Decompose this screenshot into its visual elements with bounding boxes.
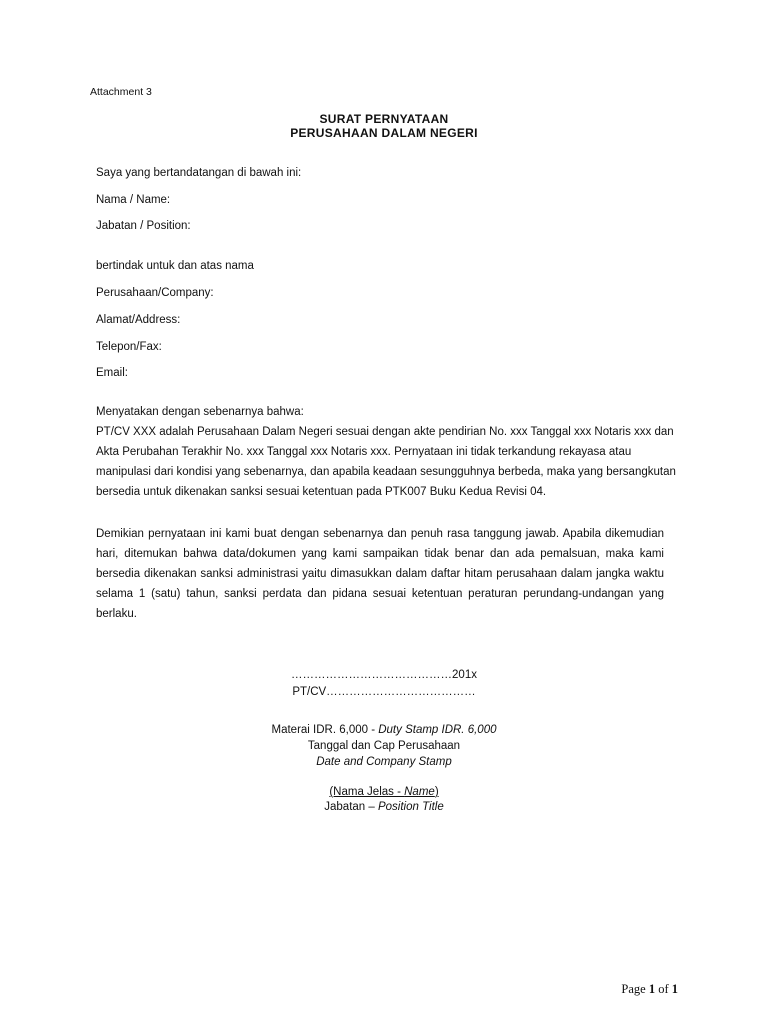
page-label: Page [621, 982, 649, 996]
closing-last-line: berlaku. [96, 608, 137, 620]
page-total: 1 [671, 982, 678, 996]
stamp-duty-id: Materai IDR. 6,000 - [271, 724, 379, 736]
signatory-title-line [0, 801, 768, 813]
page-number [621, 982, 678, 997]
signatory-title-en: Position Title [377, 801, 444, 813]
field-position-label: Jabatan / Position: [96, 220, 191, 232]
signatory-name-open: (Nama Jelas - [329, 786, 405, 798]
date-stamp-id: Tanggal dan Cap Perusahaan [307, 740, 461, 752]
closing-line: hari, ditemukan bahwa data/dokumen yang kami sampaikan tidak benar dan ada pemalsuan, maka kami [96, 548, 664, 560]
on-behalf-text: bertindak untuk dan atas nama [96, 260, 254, 272]
intro-text: Saya yang bertandatangan di bawah ini: [96, 167, 302, 179]
stamp-duty-en: Duty Stamp IDR. 6,000 [378, 724, 497, 736]
field-phone-fax-label: Telepon/Fax: [96, 341, 162, 353]
date-stamp-en: Date and Company Stamp [316, 756, 452, 768]
stamp-duty-line [0, 724, 768, 736]
page-current: 1 [648, 982, 656, 996]
closing-paragraph [96, 524, 664, 604]
signatory-title-id: Jabatan – [324, 801, 378, 813]
signature-company-line: PT/CV………………………………… [292, 686, 476, 698]
signatory-name-en: Name [404, 786, 435, 798]
statement-paragraph [96, 422, 676, 502]
page-of-label: of [655, 982, 672, 996]
field-email-label: Email: [96, 367, 128, 379]
attachment-label: Attachment 3 [90, 86, 152, 98]
closing-line: selama 1 (satu) tahun, sanksi perdata dan pidana sesuai ketentuan peraturan perundang-undangan yang [96, 588, 664, 600]
signatory-name-line [0, 786, 768, 798]
document-title: SURAT PERNYATAAN [319, 112, 449, 126]
statement-line: manipulasi dari kondisi yang sebenarnya, dan apabila keadaan sesungguhnya berbeda, maka yang bersangkutan [96, 466, 676, 478]
statement-line: Akta Perubahan Terakhir No. xxx Tanggal xxx Notaris xxx. Pernyataan ini tidak terkandung rekayasa atau [96, 446, 632, 458]
field-address-label: Alamat/Address: [96, 314, 181, 326]
field-company-label: Perusahaan/Company: [96, 287, 214, 299]
closing-line: bersedia dikenakan sanksi administrasi yaitu dimasukkan dalam daftar hitam perusahaan dalam jangka waktu [96, 568, 664, 580]
statement-line: bersedia untuk dikenakan sanksi sesuai ketentuan pada PTK007 Buku Kedua Revisi 04. [96, 486, 547, 498]
signatory-name-close: ) [434, 786, 439, 798]
closing-line: Demikian pernyataan ini kami buat dengan sebenarnya dan penuh rasa tanggung jawab. Apabila dikemudian [96, 528, 664, 540]
field-name-label: Nama / Name: [96, 194, 171, 206]
signature-date-line: ……………………………………201x [291, 669, 477, 681]
signatory-name [329, 786, 438, 798]
statement-line: PT/CV XXX adalah Perusahaan Dalam Negeri sesuai dengan akte pendirian No. xxx Tanggal xxx Notaris xxx dan [96, 426, 674, 438]
document-subtitle: PERUSAHAAN DALAM NEGERI [290, 126, 478, 140]
statement-heading: Menyatakan dengan sebenarnya bahwa: [96, 406, 304, 418]
